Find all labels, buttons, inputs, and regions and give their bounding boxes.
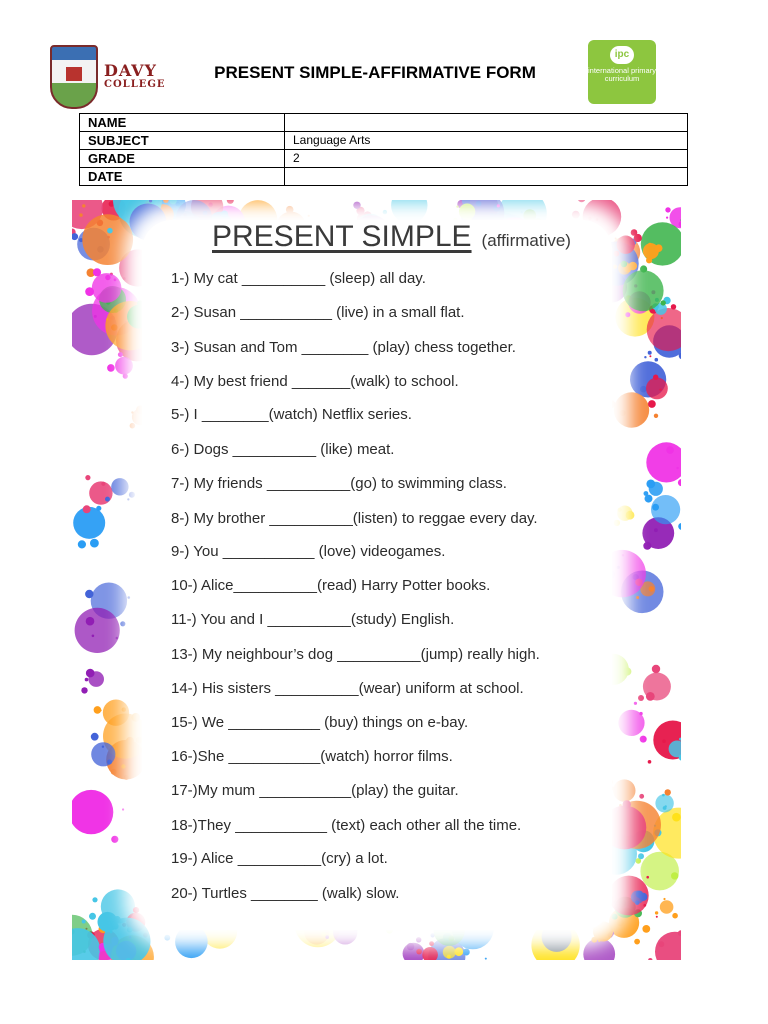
paint-droplet: [672, 813, 681, 822]
info-label: SUBJECT: [80, 132, 285, 150]
paint-droplet: [120, 621, 125, 626]
paint-droplet: [127, 498, 129, 500]
paint-droplet: [92, 897, 97, 902]
paint-droplet: [634, 939, 640, 945]
paint-droplet: [652, 665, 660, 673]
paint-droplet: [227, 200, 234, 204]
paint-droplet: [94, 706, 102, 714]
paint-droplet: [638, 695, 644, 701]
paint-droplet: [383, 210, 387, 214]
paint-droplet: [133, 907, 139, 913]
paint-droplet: [639, 794, 644, 799]
paint-droplet: [82, 204, 85, 207]
paint-droplet: [454, 947, 463, 956]
exercise-item: 9-) You ___________ (love) videogames.: [171, 543, 446, 560]
info-row-grade: [80, 150, 688, 168]
paint-splash: [89, 481, 112, 504]
paint-droplet: [286, 206, 294, 214]
paint-droplet: [90, 539, 99, 548]
paint-droplet: [635, 901, 639, 905]
paint-droplet: [640, 265, 647, 272]
paint-droplet: [663, 806, 667, 810]
paint-droplet: [456, 206, 458, 208]
paint-droplet: [648, 958, 652, 960]
paint-droplet: [221, 211, 228, 218]
paint-droplet: [662, 739, 666, 743]
paint-droplet: [131, 713, 140, 722]
paint-droplet: [416, 949, 422, 955]
paint-droplet: [107, 364, 115, 372]
exercise-item: 14-) His sisters __________(wear) uniform at school.: [171, 680, 524, 697]
paint-droplet: [572, 935, 578, 941]
paint-droplet: [622, 554, 624, 556]
exercise-item: 8-) My brother __________(listen) to reggae every day.: [171, 510, 538, 527]
worksheet-subtitle: (affirmative): [481, 231, 571, 250]
paint-droplet: [588, 217, 591, 220]
exercise-item: 3-) Susan and Tom ________ (play) chess together.: [171, 339, 516, 356]
exercise-item: 7-) My friends __________(go) to swimming class.: [171, 475, 507, 492]
paint-splash: [111, 478, 128, 495]
paint-droplet: [614, 520, 620, 526]
paint-droplet: [308, 215, 310, 217]
paint-droplet: [652, 504, 659, 511]
paint-droplet: [92, 635, 95, 638]
info-row-name: [80, 114, 688, 132]
paint-droplet: [591, 937, 597, 943]
paint-droplet: [631, 229, 638, 236]
paint-droplet: [665, 789, 671, 795]
paint-splash: [614, 392, 649, 427]
paint-droplet: [623, 800, 631, 808]
paint-droplet: [678, 479, 681, 486]
paint-droplet: [131, 411, 133, 413]
paint-droplet: [655, 358, 659, 362]
paint-droplet: [448, 936, 454, 942]
paint-splash: [646, 442, 681, 482]
paint-droplet: [86, 669, 95, 678]
paint-droplet: [85, 287, 94, 296]
paint-droplet: [447, 955, 451, 959]
exercise-item: 6-) Dogs __________ (like) meat.: [171, 441, 395, 458]
logo-text-davy: DAVY: [104, 61, 157, 80]
paint-droplet: [659, 389, 661, 391]
paint-droplet: [99, 948, 102, 951]
paint-droplet: [639, 893, 647, 901]
paint-droplet: [78, 540, 86, 548]
paint-droplet: [89, 913, 96, 920]
paint-droplet: [79, 213, 82, 216]
paint-droplet: [321, 931, 326, 936]
paint-droplet: [107, 228, 113, 234]
paint-droplet: [618, 508, 622, 512]
paint-droplet: [640, 386, 647, 393]
exercise-item: 16-)She ___________(watch) horror films.: [171, 748, 453, 765]
paint-droplet: [642, 925, 650, 933]
paint-droplet: [643, 904, 646, 907]
paint-droplet: [598, 940, 600, 942]
paint-droplet: [634, 702, 637, 705]
paint-droplet: [659, 941, 665, 947]
paint-droplet: [429, 941, 434, 946]
paint-droplet: [645, 495, 653, 503]
info-value[interactable]: 2: [285, 150, 688, 168]
paint-droplet: [463, 949, 470, 956]
paint-droplet: [596, 218, 599, 221]
paint-droplet: [648, 760, 652, 764]
paint-droplet: [130, 423, 136, 429]
exercise-item: 5-) I ________(watch) Netflix series.: [171, 406, 412, 423]
paint-droplet: [654, 414, 658, 418]
exercise-item: 19-) Alice __________(cry) a lot.: [171, 850, 388, 867]
paint-droplet: [666, 446, 674, 454]
paint-splash: [623, 270, 664, 311]
paint-droplet: [129, 492, 135, 498]
paint-droplet: [123, 277, 126, 280]
paint-droplet: [164, 935, 170, 941]
worksheet-image: [72, 200, 681, 960]
paint-droplet: [636, 596, 639, 599]
paint-splash: [175, 926, 208, 959]
paint-droplet: [86, 617, 95, 626]
exercise-item: 1-) My cat __________ (sleep) all day.: [171, 270, 426, 287]
paint-droplet: [646, 692, 655, 701]
paint-droplet: [672, 913, 678, 919]
paint-droplet: [197, 941, 200, 944]
student-info-table: [79, 113, 688, 186]
paint-droplet: [653, 375, 658, 380]
paint-droplet: [676, 467, 678, 469]
paint-droplet: [578, 200, 586, 202]
paint-droplet: [325, 935, 329, 939]
paint-droplet: [85, 590, 93, 598]
paint-droplet: [646, 876, 649, 879]
paint-droplet: [91, 733, 99, 741]
paint-splash: [660, 900, 674, 914]
paint-droplet: [102, 746, 104, 748]
paint-droplet: [614, 251, 620, 257]
exercise-item: 15-) We ___________ (buy) things on e-bay.: [171, 714, 469, 731]
info-value[interactable]: [285, 114, 688, 132]
paint-droplet: [671, 872, 678, 879]
paint-droplet: [107, 760, 112, 765]
paint-droplet: [626, 511, 635, 520]
paint-droplet: [661, 300, 666, 305]
paint-droplet: [655, 911, 658, 914]
paint-splash: [115, 357, 133, 375]
paint-droplet: [101, 482, 105, 486]
paint-droplet: [646, 480, 655, 489]
paint-droplet: [96, 506, 101, 511]
paint-droplet: [128, 596, 131, 599]
paint-droplet: [649, 355, 651, 357]
paint-droplet: [81, 687, 87, 693]
exercise-item: 10-) Alice__________(read) Harry Potter books.: [171, 577, 491, 594]
paint-droplet: [643, 542, 651, 550]
college-crest-icon: [50, 45, 98, 109]
paint-splash: [459, 204, 475, 220]
paint-droplet: [85, 678, 89, 682]
paint-droplet: [497, 204, 500, 207]
paint-droplet: [654, 528, 658, 532]
ipc-logo: [588, 40, 656, 104]
paint-droplet: [648, 400, 656, 408]
paint-droplet: [116, 637, 119, 640]
paint-droplet: [671, 304, 676, 309]
paint-droplet: [105, 497, 110, 502]
paint-droplet: [644, 356, 646, 358]
paint-splash: [103, 700, 129, 726]
paint-splash: [613, 779, 635, 801]
paint-droplet: [665, 207, 670, 212]
paint-droplet: [639, 712, 642, 715]
paint-splash: [82, 214, 133, 265]
paint-droplet: [123, 374, 128, 379]
paint-droplet: [623, 667, 631, 675]
paint-droplet: [613, 265, 617, 269]
paint-droplet: [662, 794, 665, 797]
paint-droplet: [620, 410, 626, 416]
paint-droplet: [612, 914, 618, 920]
info-value[interactable]: [285, 168, 688, 186]
info-label: DATE: [80, 168, 285, 186]
paint-droplet: [121, 764, 125, 768]
paint-droplet: [203, 211, 208, 216]
info-label: NAME: [80, 114, 285, 132]
page-title: PRESENT SIMPLE-AFFIRMATIVE FORM: [214, 63, 536, 82]
exercise-item: 20-) Turtles ________ (walk) slow.: [171, 885, 400, 902]
exercise-item: 11-) You and I __________(study) English.: [171, 611, 455, 628]
paint-droplet: [353, 202, 360, 209]
exercise-item: 17-)My mum ___________(play) the guitar.: [171, 782, 459, 799]
paint-droplet: [72, 233, 78, 240]
info-row-date: [80, 168, 688, 186]
davy-college-logo: [50, 45, 170, 110]
ipc-badge: ipc: [610, 46, 634, 64]
paint-droplet: [656, 916, 658, 918]
paint-droplet: [124, 775, 129, 780]
info-row-subject: [80, 132, 688, 150]
paint-droplet: [407, 943, 414, 950]
paint-splash: [646, 378, 668, 400]
paint-droplet: [485, 958, 487, 960]
paint-droplet: [136, 317, 141, 322]
paint-splash: [72, 790, 113, 834]
info-label: GRADE: [80, 150, 285, 168]
paint-droplet: [111, 769, 117, 775]
paint-droplet: [127, 927, 133, 933]
paint-droplet: [648, 243, 652, 247]
paint-droplet: [648, 351, 652, 355]
paint-droplet: [615, 238, 617, 240]
exercise-item: 2-) Susan ___________ (live) in a small flat.: [171, 304, 465, 321]
paint-droplet: [621, 261, 627, 267]
worksheet-heading: [212, 220, 571, 254]
paint-droplet: [572, 211, 580, 219]
paint-droplet: [122, 808, 124, 810]
paint-droplet: [640, 736, 647, 743]
worksheet-title: PRESENT SIMPLE: [212, 220, 472, 253]
paint-droplet: [111, 836, 118, 843]
paint-droplet: [93, 268, 101, 276]
logo-text-college: COLLEGE: [104, 79, 166, 90]
paint-droplet: [617, 919, 624, 926]
paint-droplet: [83, 505, 91, 513]
paint-droplet: [655, 244, 663, 252]
paint-droplet: [625, 312, 630, 317]
exercise-item: 18-)They ___________ (text) each other all the time.: [171, 817, 522, 834]
paint-splash: [75, 608, 120, 653]
paint-droplet: [122, 707, 126, 711]
exercise-item: 13-) My neighbour’s dog __________(jump) really high.: [171, 646, 540, 663]
paint-droplet: [118, 352, 123, 357]
paint-droplet: [82, 920, 86, 924]
exercise-item: 4-) My best friend _______(walk) to school.: [171, 373, 459, 390]
paint-droplet: [638, 853, 644, 859]
paint-splash: [655, 932, 681, 960]
paint-droplet: [649, 586, 655, 592]
ipc-logo-text: international primary curriculum: [588, 66, 656, 83]
paint-droplet: [416, 937, 421, 942]
paint-droplet: [663, 898, 665, 900]
paint-droplet: [678, 523, 681, 530]
paint-droplet: [666, 217, 668, 219]
info-value[interactable]: Language Arts: [285, 132, 688, 150]
paint-droplet: [105, 275, 110, 280]
paint-droplet: [106, 318, 108, 320]
paint-droplet: [85, 475, 90, 480]
paint-droplet: [646, 257, 652, 263]
paint-splash: [617, 236, 635, 254]
